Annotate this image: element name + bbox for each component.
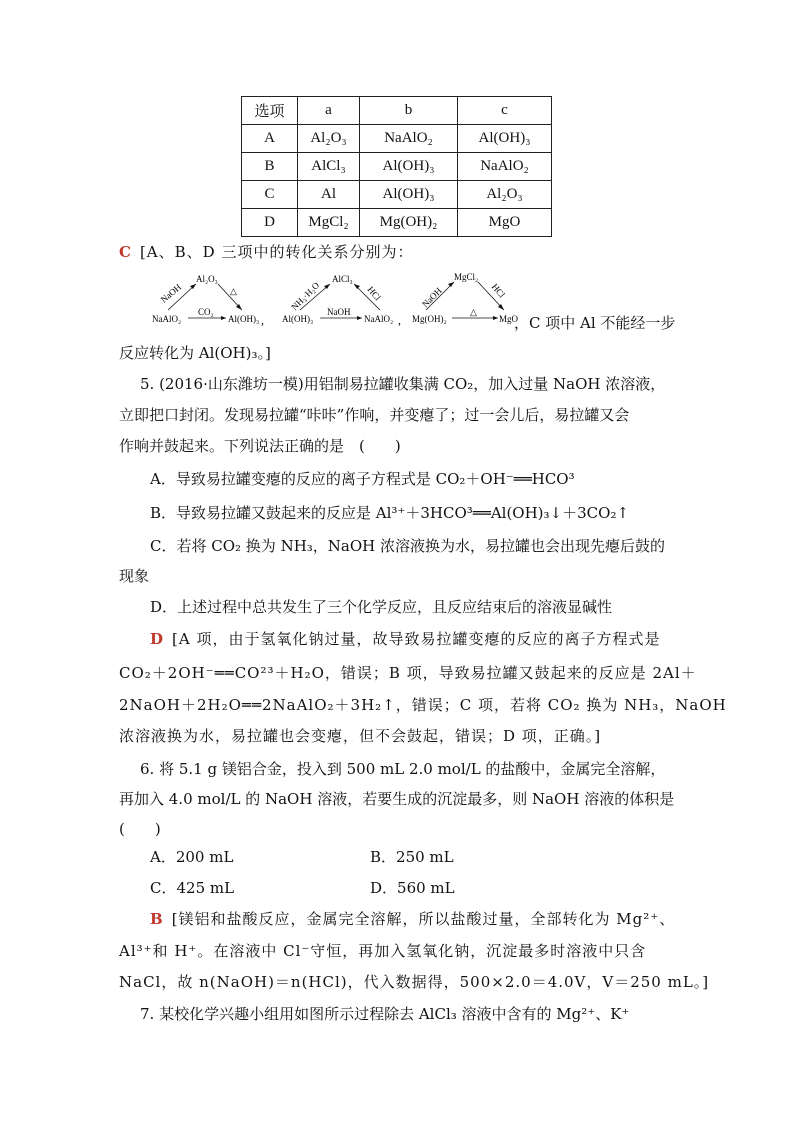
q6-option-b: B．250 mL	[370, 848, 454, 866]
diag2-right-label: HCl	[365, 284, 383, 303]
q6-explanation-line-2: Al³⁺和 H⁺。在溶液中 Cl⁻守恒，再加入氢氧化钠，沉淀最多时溶液中只含	[119, 942, 647, 960]
options-table	[241, 96, 552, 237]
diag2-comma: ,	[398, 313, 401, 327]
table-header-cell: b	[360, 97, 458, 125]
q5-option-d: D．上述过程中总共发生了三个化学反应，且反应结束后的溶液显碱性	[150, 598, 613, 616]
q6-option-d: D．560 mL	[370, 879, 455, 897]
table-cell: Al(OH)₃	[360, 153, 458, 181]
q5-option-b: B．导致易拉罐又鼓起来的反应是 Al³⁺＋3HCO³══Al(OH)₃↓＋3CO₂↑	[150, 504, 630, 522]
q5-explanation-line-2: CO₂＋2OH⁻══CO²³＋H₂O，错误；B 项，导致易拉罐又鼓起来的反应是 2Al＋	[119, 664, 697, 682]
diag1-right-label: △	[230, 286, 237, 296]
q6-explanation-line-1	[150, 908, 710, 930]
table-row	[242, 209, 552, 237]
q5-option-c-line-1: C．若将 CO₂ 换为 NH₃，NaOH 浓溶液换为水，易拉罐也会出现先瘪后鼓的	[150, 537, 666, 555]
diag3-left: Mg(OH)₂	[412, 314, 447, 324]
diag1-left: NaAlO₂	[152, 314, 182, 324]
diag3-top: MgCl₂	[454, 272, 479, 282]
q4-explanation-line-1	[119, 241, 679, 263]
table-header-cell: a	[298, 97, 360, 125]
table-cell: B	[242, 153, 298, 181]
table-cell: Al	[298, 181, 360, 209]
diag3-left-label: NaOH	[420, 285, 444, 310]
diag3-bottom-arrowhead	[493, 316, 498, 320]
table-row	[242, 125, 552, 153]
q5-explanation-line-3: 2NaOH＋2H₂O══2NaAlO₂＋3H₂↑，错误；C 项，若将 CO₂ 换为 NH₃，NaOH	[119, 696, 727, 714]
q6-stem-line-2: 再加入 4.0 mol/L 的 NaOH 溶液，若要生成的沉淀最多，则 NaOH 溶液的体积是	[119, 790, 675, 808]
q4-explain-text: [A、B、D 三项中的转化关系分别为：	[139, 243, 414, 261]
conversion-diagram-2	[280, 272, 405, 330]
diag2-top: AlCl₃	[332, 274, 353, 284]
diag1-top: Al₂O₃	[196, 274, 218, 284]
conversion-diagram-3	[412, 272, 522, 330]
diag3-right-label: HCl	[489, 281, 507, 300]
q5-answer: D	[150, 630, 165, 648]
diag3-left-arrowhead	[448, 282, 454, 287]
q7-stem-line-1: 7. 某校化学兴趣小组用如图所示过程除去 AlCl₃ 溶液中含有的 Mg²⁺、K⁺	[140, 1005, 630, 1023]
q6-stem-line-3: ( )	[119, 820, 161, 838]
table-cell: D	[242, 209, 298, 237]
table-cell: Mg(OH)₂	[360, 209, 458, 237]
q5-option-c-line-2: 现象	[119, 567, 150, 585]
q4-answer: C	[119, 243, 132, 261]
diag1-bottom-arrowhead	[221, 316, 226, 320]
q5-stem-line-2: 立即把口封闭。发现易拉罐“咔咔”作响，并变瘪了；过一会儿后，易拉罐又会	[119, 406, 630, 424]
diag2-right: NaAlO₂	[364, 314, 394, 324]
diag1-right: Al(OH)₃	[228, 314, 260, 324]
q5-option-a: A．导致易拉罐变瘪的反应的离子方程式是 CO₂＋OH⁻══HCO³	[150, 470, 575, 488]
diag1-comma: ,	[261, 313, 264, 327]
q6-explanation-line-3: NaCl，故 n(NaOH)＝n(HCl)，代入数据得，500×2.0＝4.0V，V＝250 mL。]	[119, 973, 710, 991]
table-cell: A	[242, 125, 298, 153]
table-cell: Al(OH)₃	[458, 125, 552, 153]
table-header-cell: 选项	[242, 97, 298, 125]
diag2-bottom-label: NaOH	[327, 307, 351, 317]
q6-explain-text: [镁铝和盐酸反应，金属完全溶解，所以盐酸过量，全部转化为 Mg²⁺、	[171, 910, 676, 928]
table-cell: MgCl₂	[298, 209, 360, 237]
diag2-left-label: NH₃·H₂O	[289, 280, 322, 313]
table-cell: NaAlO₂	[360, 125, 458, 153]
table-row	[242, 153, 552, 181]
q4-explanation-line-2: 反应转化为 Al(OH)₃。]	[119, 344, 271, 362]
diag3-bottom-label: △	[470, 307, 477, 317]
q6-option-a: A．200 mL	[150, 848, 234, 866]
q5-explain-text: [A 项，由于氢氧化钠过量，故导致易拉罐变瘪的反应的离子方程式是	[172, 630, 661, 648]
q5-stem-line-3: 作响并鼓起来。下列说法正确的是 ( )	[119, 437, 401, 455]
diag2-right-arrowhead	[354, 284, 360, 289]
q4-explain-tail: ，C 项中 Al 不能经一步	[514, 314, 676, 332]
diag1-bottom-label: CO₂	[198, 307, 214, 317]
q6-option-c: C．425 mL	[150, 879, 235, 897]
table-header-cell: c	[458, 97, 552, 125]
table-cell: Al₂O₃	[458, 181, 552, 209]
diag2-bottom-arrowhead	[357, 316, 362, 320]
table-header-row	[242, 97, 552, 125]
q5-explanation-line-4: 浓溶液换为水，易拉罐也会变瘪，但不会鼓起，错误；D 项，正确。]	[119, 727, 602, 745]
q6-stem-line-1: 6. 将 5.1 g 镁铝合金，投入到 500 mL 2.0 mol/L 的盐酸中，金属完全溶解，	[140, 760, 666, 778]
q5-stem-line-1: 5. (2016·山东潍坊一模)用铝制易拉罐收集满 CO₂，加入过量 NaOH 浓溶液，	[140, 375, 666, 393]
table-cell: Al₂O₃	[298, 125, 360, 153]
q6-answer: B	[150, 910, 164, 928]
conversion-diagram-1	[150, 272, 265, 330]
q5-explanation-line-1	[150, 628, 710, 650]
table-cell: C	[242, 181, 298, 209]
diag3-right: MgO	[499, 314, 519, 324]
diag2-left: Al(OH)₃	[282, 314, 314, 324]
table-cell: NaAlO₂	[458, 153, 552, 181]
diag1-left-label: NaOH	[158, 281, 184, 305]
table-cell: Al(OH)₃	[360, 181, 458, 209]
table-row	[242, 181, 552, 209]
table-cell: MgO	[458, 209, 552, 237]
table-cell: AlCl₃	[298, 153, 360, 181]
